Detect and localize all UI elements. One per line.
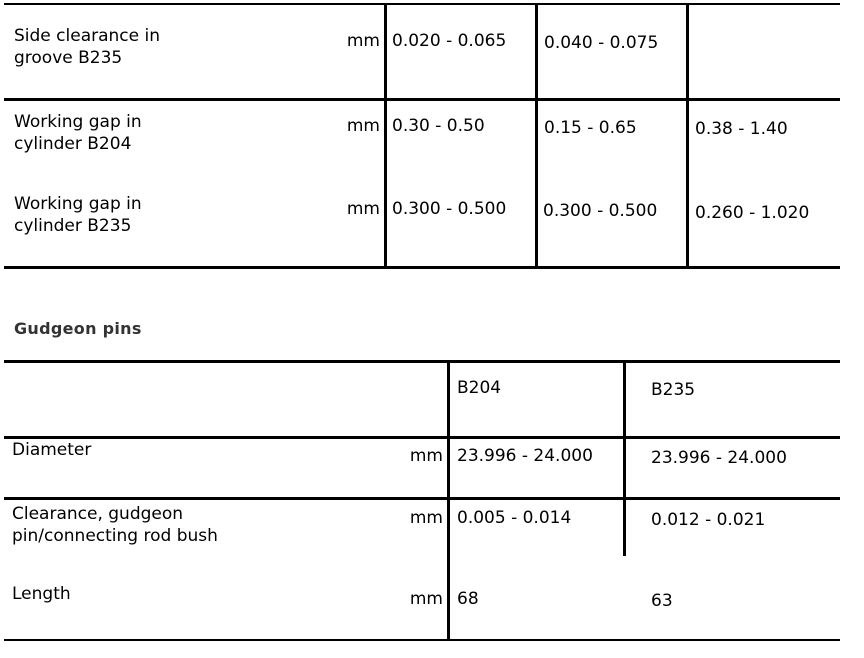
table2-row-unit: mm	[409, 446, 443, 466]
table2-cell: 0.005 - 0.014	[457, 508, 572, 528]
table2-cell: 63	[651, 591, 673, 611]
table2-cell: 0.012 - 0.021	[651, 510, 766, 530]
table1-column-divider	[535, 3, 538, 269]
table1-row-label: Working gap in cylinder B204	[14, 112, 142, 154]
table1-row-unit: mm	[346, 31, 380, 51]
table1-cell: 0.040 - 0.075	[544, 33, 659, 53]
table1-cell: 0.15 - 0.65	[544, 118, 637, 138]
section-heading: Gudgeon pins	[14, 319, 142, 338]
table1-cell: 0.300 - 0.500	[543, 201, 658, 221]
table2-row-label: Diameter	[12, 440, 92, 460]
table1-cell: 0.020 - 0.065	[392, 31, 507, 51]
table1-cell: 0.38 - 1.40	[695, 119, 788, 139]
table1-column-divider	[686, 3, 689, 269]
table2-cell: 23.996 - 24.000	[457, 446, 593, 466]
table2-row-unit: mm	[409, 589, 443, 609]
table2-row-unit: mm	[409, 508, 443, 528]
table1-row-label: Side clearance in groove B235	[14, 26, 161, 68]
table1-cell: 0.300 - 0.500	[392, 199, 507, 219]
table2-bottom-border	[4, 639, 840, 641]
table2-column-divider	[447, 360, 450, 640]
table2-top-border	[4, 360, 840, 363]
table2-row-label: Length	[12, 584, 71, 604]
table1-top-border	[4, 3, 840, 5]
table1-cell: 0.30 - 0.50	[392, 116, 485, 136]
table2-row-label: Clearance, gudgeon pin/connecting rod bush	[12, 504, 218, 546]
table1-row-unit: mm	[346, 116, 380, 136]
table1-column-divider	[384, 3, 387, 269]
table1-cell: 0.260 - 1.020	[695, 203, 810, 223]
table2-column-header: B204	[457, 378, 502, 398]
table2-cell: 68	[457, 589, 479, 609]
table2-row-divider	[4, 497, 840, 500]
table2-column-header: B235	[651, 380, 696, 400]
table2-column-divider	[623, 360, 626, 556]
table1-row-unit: mm	[346, 199, 380, 219]
table1-row-divider	[4, 98, 840, 101]
table2-cell: 23.996 - 24.000	[651, 448, 787, 468]
table1-bottom-border	[4, 266, 840, 269]
table1-row-label: Working gap in cylinder B235	[14, 194, 142, 236]
table2-row-divider	[4, 436, 840, 439]
